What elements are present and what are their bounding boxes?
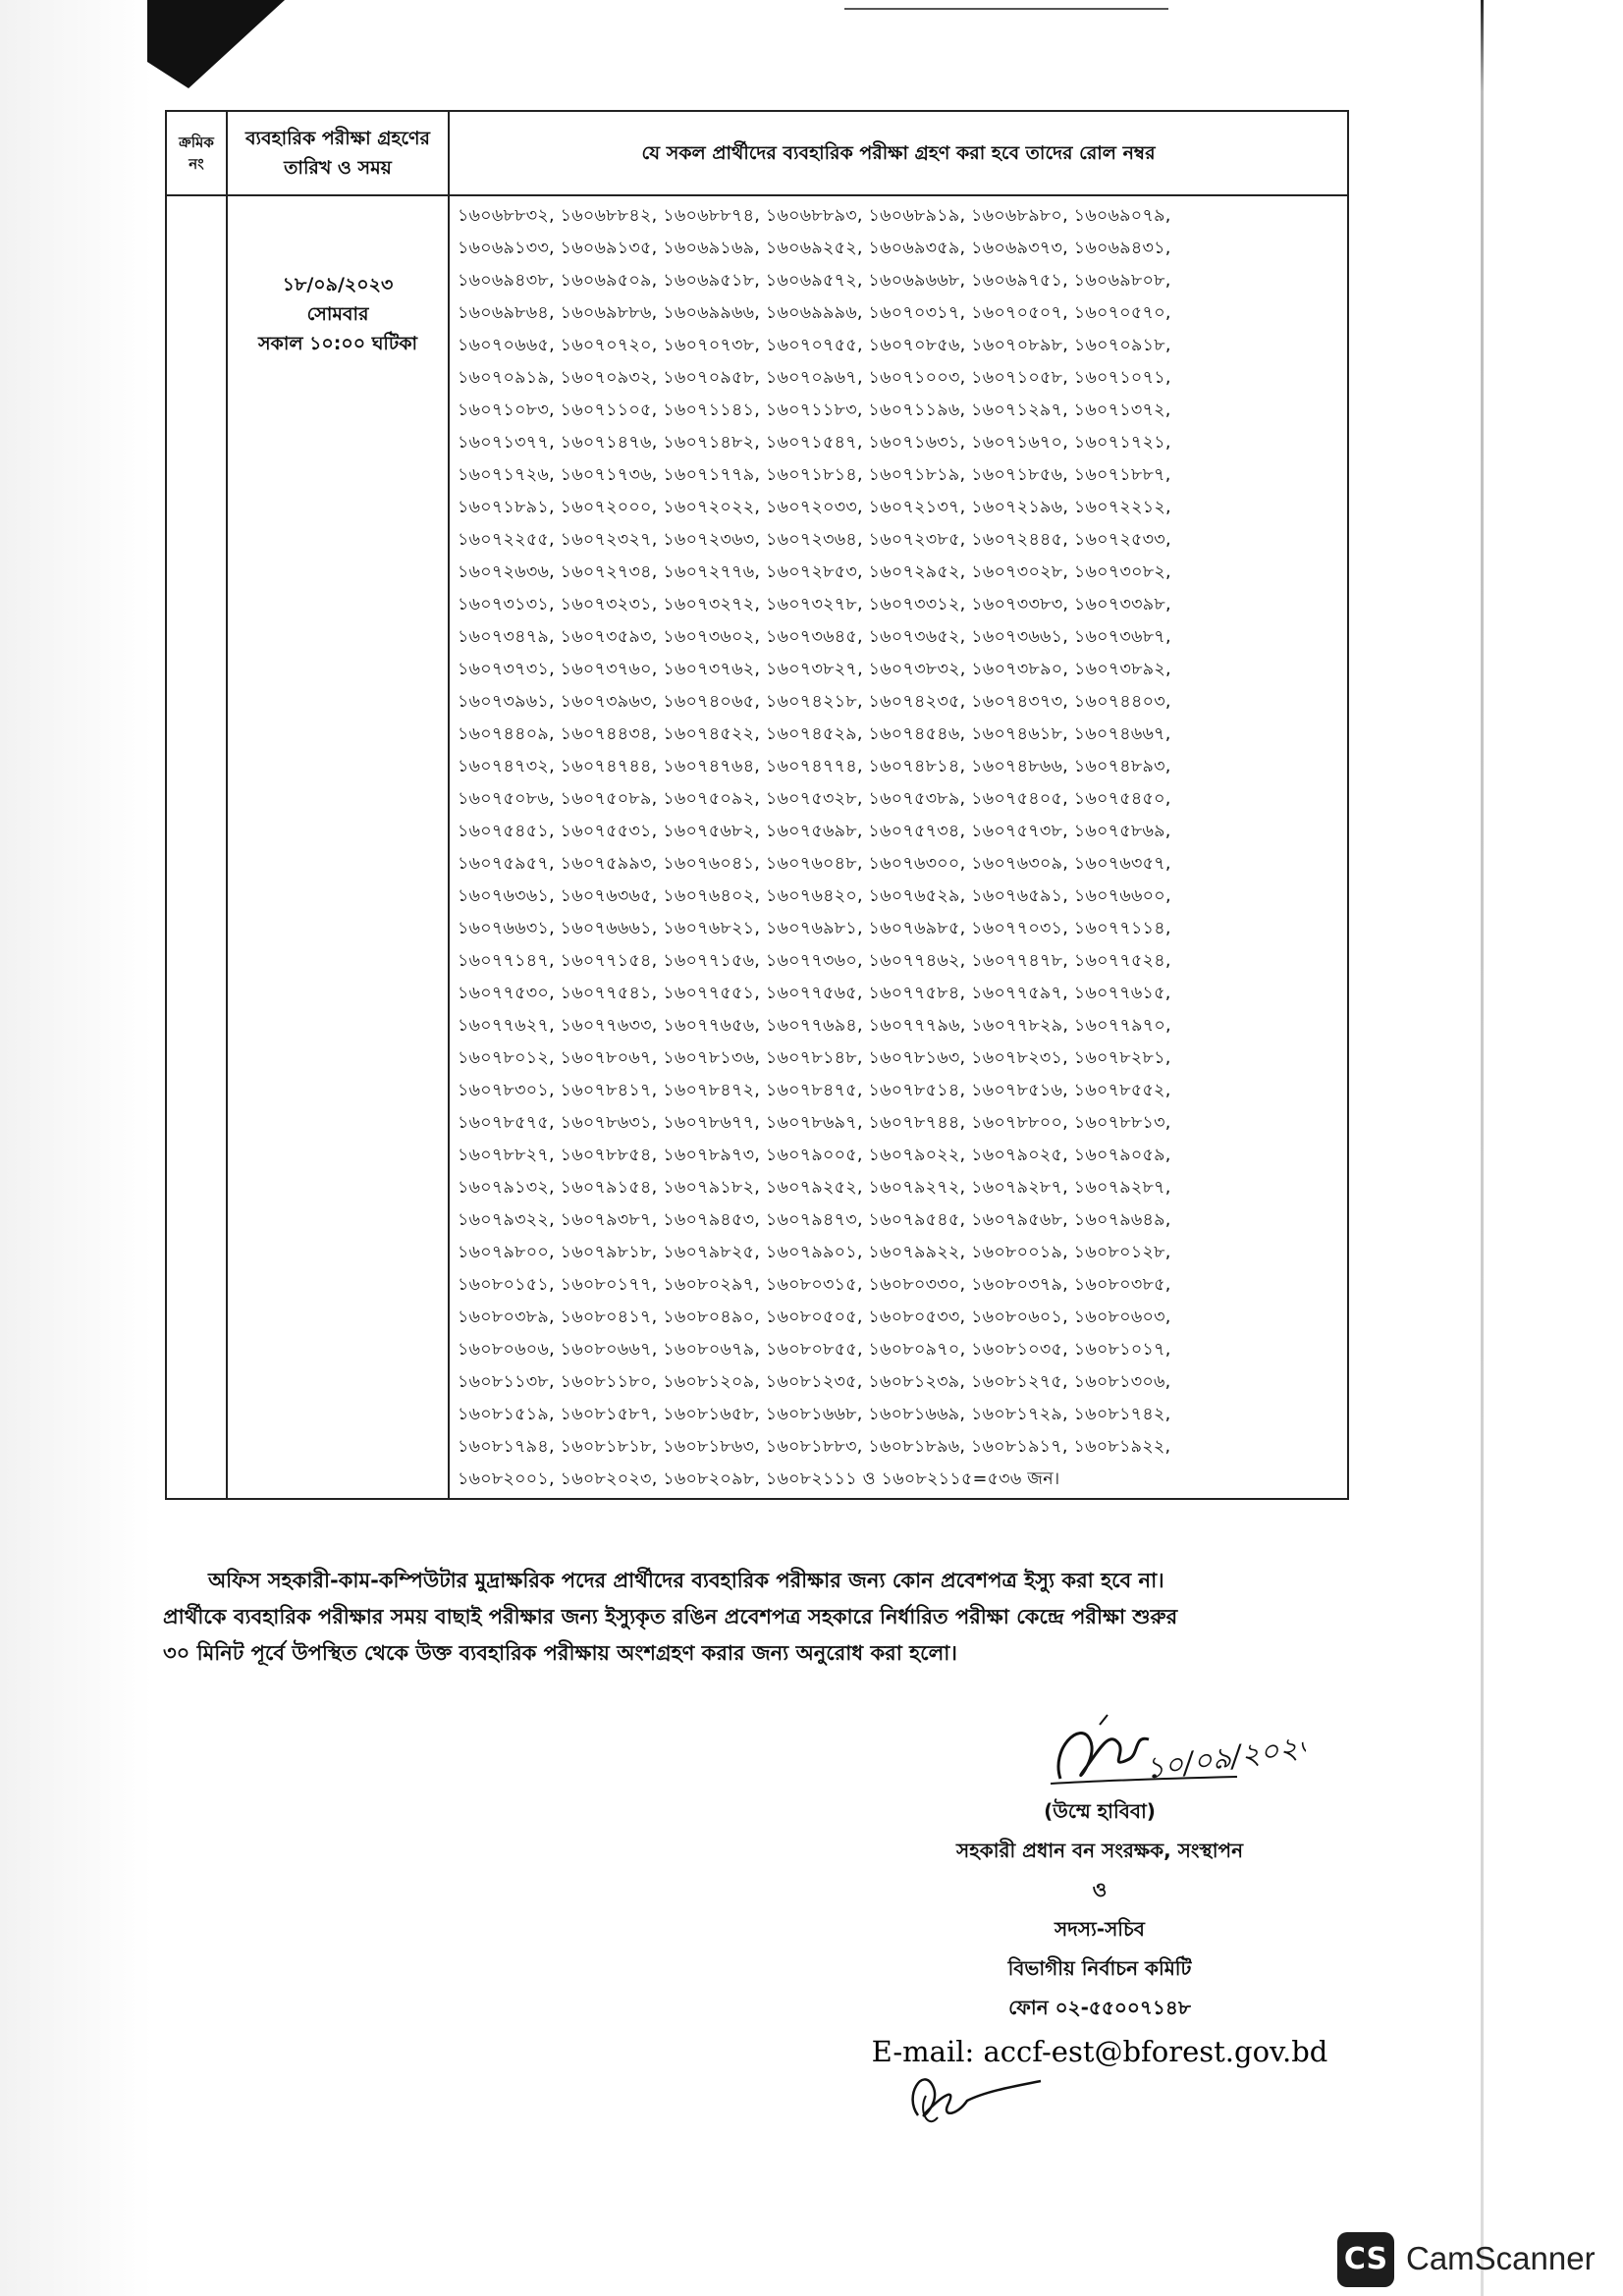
notice-line-1: অফিস সহকারী-কাম-কম্পিউটার মুদ্রাক্ষরিক পদের প্রার্থীদের ব্যবহারিক পরীক্ষার জন্য কোন প্রবেশপত্র ইস্যু করা হবে না। bbox=[208, 1569, 1164, 1592]
serial-cell bbox=[166, 195, 227, 1499]
roll-number-line: ১৬০৮০৩৮৯, ১৬০৮০৪১৭, ১৬০৮০৪৯০, ১৬০৮০৫০৫, ১৬০৮০৫৩৩, ১৬০৮০৬০১, ১৬০৮০৬০৩, bbox=[458, 1308, 1171, 1327]
table-header-row bbox=[166, 111, 1348, 195]
roll-number-line: ১৬০৭৮৩০১, ১৬০৭৮৪১৭, ১৬০৭৮৪৭২, ১৬০৭৮৪৭৫, ১৬০৭৮৫১৪, ১৬০৭৮৫১৬, ১৬০৭৮৫৫২, bbox=[458, 1081, 1171, 1100]
roll-number-line: ১৬০৮১৭৯৪, ১৬০৮১৮১৮, ১৬০৮১৮৬৩, ১৬০৮১৮৮৩, ১৬০৮১৮৯৬, ১৬০৮১৯১৭, ১৬০৮১৯২২, bbox=[458, 1437, 1171, 1457]
roll-number-line: ১৬০৭৩৯৬১, ১৬০৭৩৯৬৩, ১৬০৭৪০৬৫, ১৬০৭৪২১৮, ১৬০৭৪২৩৫, ১৬০৭৪৩৭৩, ১৬০৭৪৪০৩, bbox=[458, 692, 1171, 712]
roll-number-line: ১৬০৭৭৬২৭, ১৬০৭৭৬৩৩, ১৬০৭৭৬৫৬, ১৬০৭৭৬৯৪, ১৬০৭৭৭৯৬, ১৬০৭৭৮২৯, ১৬০৭৭৯৭০, bbox=[458, 1016, 1171, 1036]
roll-number-line: ১৬০৬৯১৩৩, ১৬০৬৯১৩৫, ১৬০৬৯১৬৯, ১৬০৬৯২৫২, ১৬০৬৯৩৫৯, ১৬০৬৯৩৭৩, ১৬০৬৯৪৩১, bbox=[458, 239, 1171, 258]
signature-block bbox=[844, 1791, 1355, 2076]
exam-day: সোমবার bbox=[306, 303, 369, 325]
roll-number-line: ১৬০৭৭১৪৭, ১৬০৭৭১৫৪, ১৬০৭৭১৫৬, ১৬০৭৭৩৬০, ১৬০৭৭৪৬২, ১৬০৭৭৪৭৮, ১৬০৭৭৫২৪, bbox=[458, 951, 1171, 971]
notice-line-2: প্রার্থীকে ব্যবহারিক পরীক্ষার সময় বাছাই পরীক্ষার জন্য ইস্যুকৃত রঙিন প্রবেশপত্র সহকারে নির্ধারিত পরীক্ষা কেন্দ্রে পরীক্ষা শুরুর bbox=[163, 1605, 1178, 1629]
serial-header: ক্রমিক নং bbox=[166, 111, 227, 195]
signatory-designation: সহকারী প্রধান বন সংরক্ষক, সংস্থাপন bbox=[955, 1839, 1244, 1862]
roll-number-line: ১৬০৭১৩৭৭, ১৬০৭১৪৭৬, ১৬০৭১৪৮২, ১৬০৭১৫৪৭, ১৬০৭১৬৩১, ১৬০৭১৬৭০, ১৬০৭১৭২১, bbox=[458, 433, 1171, 453]
roll-number-line: ১৬০৭৭৫৩০, ১৬০৭৭৫৪১, ১৬০৭৭৫৫১, ১৬০৭৭৫৬৫, ১৬০৭৭৫৮৪, ১৬০৭৭৫৯৭, ১৬০৭৭৬১৫, bbox=[458, 984, 1171, 1003]
roll-number-line: ১৬০৭৬৬৩১, ১৬০৭৬৬৬১, ১৬০৭৬৮২১, ১৬০৭৬৯৮১, ১৬০৭৬৯৮৫, ১৬০৭৭০৩১, ১৬০৭৭১১৪, bbox=[458, 919, 1171, 938]
roll-number-line: ১৬০৮২০০১, ১৬০৮২০২৩, ১৬০৮২০৯৮, ১৬০৮২১১১ ও ১৬০৮২১১৫=৫৩৬ জন। bbox=[458, 1469, 1060, 1489]
initials-scribble bbox=[898, 2056, 1046, 2139]
roll-number-table bbox=[165, 110, 1349, 1500]
roll-number-line: ১৬০৭০৬৬৫, ১৬০৭০৭২০, ১৬০৭০৭৩৮, ১৬০৭০৭৫৫, ১৬০৭০৮৫৬, ১৬০৭০৮৯৮, ১৬০৭০৯১৮, bbox=[458, 336, 1171, 355]
camscanner-brand: CamScanner bbox=[1406, 2240, 1596, 2276]
roll-number-line: ১৬০৭৪৭৩২, ১৬০৭৪৭৪৪, ১৬০৭৪৭৬৪, ১৬০৭৪৭৭৪, ১৬০৭৪৮১৪, ১৬০৭৪৮৬৬, ১৬০৭৪৮৯৩, bbox=[458, 757, 1171, 776]
roll-number-line: ১৬০৭৮৮২৭, ১৬০৭৮৮৫৪, ১৬০৭৮৯৭৩, ১৬০৭৯০০৫, ১৬০৭৯০২২, ১৬০৭৯০২৫, ১৬০৭৯০৫৯, bbox=[458, 1146, 1171, 1165]
date-time-header: ব্যবহারিক পরীক্ষা গ্রহণের তারিখ ও সময় bbox=[227, 111, 449, 195]
scan-right-edge bbox=[1481, 0, 1484, 2296]
scan-top-rule bbox=[844, 8, 1168, 10]
roll-number-line: ১৬০৭১৭২৬, ১৬০৭১৭৩৬, ১৬০৭১৭৭৯, ১৬০৭১৮১৪, ১৬০৭১৮১৯, ১৬০৭১৮৫৬, ১৬০৭১৮৮৭, bbox=[458, 465, 1171, 485]
signatory-role: সদস্য-সচিব bbox=[1055, 1917, 1145, 1941]
exam-date: ১৮/০৯/২০২৩ bbox=[282, 274, 394, 295]
roll-number-line: ১৬০৮০১৫১, ১৬০৮০১৭৭, ১৬০৮০২৯৭, ১৬০৮০৩১৫, ১৬০৮০৩৩০, ১৬০৮০৩৭৯, ১৬০৮০৩৮৫, bbox=[458, 1275, 1171, 1295]
roll-number-line: ১৬০৭৬৩৬১, ১৬০৭৬৩৬৫, ১৬০৭৬৪০২, ১৬০৭৬৪২০, ১৬০৭৬৫২৯, ১৬০৭৬৫৯১, ১৬০৭৬৬০০, bbox=[458, 886, 1171, 906]
roll-number-line: ১৬০৭৯৮০০, ১৬০৭৯৮১৮, ১৬০৭৯৮২৫, ১৬০৭৯৯০১, ১৬০৭৯৯২২, ১৬০৮০০১৯, ১৬০৮০১২৮, bbox=[458, 1243, 1171, 1262]
signatory-email: E-mail: accf-est@bforest.gov.bd bbox=[871, 2035, 1328, 2068]
roll-number-line: ১৬০৭৫৯৫৭, ১৬০৭৫৯৯৩, ১৬০৭৬০৪১, ১৬০৭৬০৪৮, ১৬০৭৬৩০০, ১৬০৭৬৩০৯, ১৬০৭৬৩৫৭, bbox=[458, 854, 1171, 874]
date-time-cell bbox=[227, 195, 449, 1499]
roll-number-line: ১৬০৬৯৮৬৪, ১৬০৬৯৮৮৬, ১৬০৬৯৯৬৬, ১৬০৬৯৯৯৬, ১৬০৭০৩১৭, ১৬০৭০৫০৭, ১৬০৭০৫৭০, bbox=[458, 303, 1171, 323]
roll-number-line: ১৬০৬৯৪৩৮, ১৬০৬৯৫০৯, ১৬০৬৯৫১৮, ১৬০৬৯৫৭২, ১৬০৬৯৬৬৮, ১৬০৬৯৭৫১, ১৬০৬৯৮০৮, bbox=[458, 271, 1171, 291]
roll-number-line: ১৬০৭৮০১২, ১৬০৭৮০৬৭, ১৬০৭৮১৩৬, ১৬০৭৮১৪৮, ১৬০৭৮১৬৩, ১৬০৭৮২৩১, ১৬০৭৮২৮১, bbox=[458, 1048, 1171, 1068]
roll-number-line: ১৬০৭৯৩২২, ১৬০৭৯৩৮৭, ১৬০৭৯৪৫৩, ১৬০৭৯৪৭৩, ১৬০৭৯৫৪৫, ১৬০৭৯৫৬৮, ১৬০৭৯৬৪৯, bbox=[458, 1210, 1171, 1230]
roll-number-line: ১৬০৮০৬০৬, ১৬০৮০৬৬৭, ১৬০৮০৬৭৯, ১৬০৮০৮৫৫, ১৬০৮০৯৭০, ১৬০৮১০৩৫, ১৬০৮১০১৭, bbox=[458, 1340, 1171, 1360]
signatory-name: (উম্মে হাবিবা) bbox=[1044, 1799, 1156, 1823]
signature-scribble bbox=[1041, 1710, 1306, 1802]
camscanner-logo-icon: CS bbox=[1337, 2232, 1394, 2287]
roll-number-line: ১৬০৭১৮৯১, ১৬০৭২০০০, ১৬০৭২০২২, ১৬০৭২০৩৩, ১৬০৭২১৩৭, ১৬০৭২১৯৬, ১৬০৭২২১২, bbox=[458, 498, 1171, 517]
roll-number-line: ১৬০৮১৫১৯, ১৬০৮১৫৮৭, ১৬০৮১৬৫৮, ১৬০৮১৬৬৮, ১৬০৮১৬৬৯, ১৬০৮১৭২৯, ১৬০৮১৭৪২, bbox=[458, 1405, 1171, 1424]
roll-number-line: ১৬০৭৩৪৭৯, ১৬০৭৩৫৯৩, ১৬০৭৩৬০২, ১৬০৭৩৬৪৫, ১৬০৭৩৬৫২, ১৬০৭৩৬৬১, ১৬০৭৩৬৮৭, bbox=[458, 627, 1171, 647]
roll-numbers-cell bbox=[449, 195, 1348, 1499]
exam-time: সকাল ১০:০০ ঘটিকা bbox=[257, 333, 418, 354]
roll-number-line: ১৬০৭৫৪৫১, ১৬০৭৫৫৩১, ১৬০৭৫৬৮২, ১৬০৭৫৬৯৮, ১৬০৭৫৭৩৪, ১৬০৭৫৭৩৮, ১৬০৭৫৮৬৯, bbox=[458, 822, 1171, 841]
roll-number-line: ১৬০৭৩৭৩১, ১৬০৭৩৭৬০, ১৬০৭৩৭৬২, ১৬০৭৩৮২৭, ১৬০৭৩৮৩২, ১৬০৭৩৮৯০, ১৬০৭৩৮৯২, bbox=[458, 660, 1171, 679]
signatory-committee: বিভাগীয় নির্বাচন কমিটি bbox=[1007, 1956, 1192, 1980]
signature-date: ১০/০৯/২০২৩ bbox=[1143, 1728, 1306, 1787]
roll-number-line: ১৬০৭৫০৮৬, ১৬০৭৫০৮৯, ১৬০৭৫০৯২, ১৬০৭৫৩২৮, ১৬০৭৫৩৮৯, ১৬০৭৫৪০৫, ১৬০৭৫৪৫০, bbox=[458, 789, 1171, 809]
roll-number-line: ১৬০৭৩১৩১, ১৬০৭৩২৩১, ১৬০৭৩২৭২, ১৬০৭৩২৭৮, ১৬০৭৩৩১২, ১৬০৭৩৩৮৩, ১৬০৭৩৩৯৮, bbox=[458, 595, 1171, 614]
roll-numbers-header: যে সকল প্রার্থীদের ব্যবহারিক পরীক্ষা গ্রহণ করা হবে তাদের রোল নম্বর bbox=[449, 111, 1348, 195]
scan-page-shadow bbox=[0, 0, 152, 2296]
roll-number-line: ১৬০৭৮৫৭৫, ১৬০৭৮৬৩১, ১৬০৭৮৬৭৭, ১৬০৭৮৬৯৭, ১৬০৭৮৭৪৪, ১৬০৭৮৮০০, ১৬০৭৮৮১৩, bbox=[458, 1113, 1171, 1133]
signatory-phone: ফোন ০২-৫৫০০৭১৪৮ bbox=[1008, 1996, 1191, 2019]
table-row bbox=[166, 195, 1348, 1499]
roll-number-line: ১৬০৭২৬৩৬, ১৬০৭২৭৩৪, ১৬০৭২৭৭৬, ১৬০৭২৮৫৩, ১৬০৭২৯৫২, ১৬০৭৩০২৮, ১৬০৭৩০৮২, bbox=[458, 562, 1171, 582]
roll-number-line: ১৬০৭৪৪০৯, ১৬০৭৪৪৩৪, ১৬০৭৪৫২২, ১৬০৭৪৫২৯, ১৬০৭৪৫৪৬, ১৬০৭৪৬১৮, ১৬০৭৪৬৬৭, bbox=[458, 724, 1171, 744]
roll-number-line: ১৬০৬৮৮৩২, ১৬০৬৮৮৪২, ১৬০৬৮৮৭৪, ১৬০৬৮৮৯৩, ১৬০৬৮৯১৯, ১৬০৬৮৯৮০, ১৬০৬৯০৭৯, bbox=[458, 206, 1171, 226]
roll-number-line: ১৬০৮১১৩৮, ১৬০৮১১৮০, ১৬০৮১২০৯, ১৬০৮১২৩৫, ১৬০৮১২৩৯, ১৬০৮১২৭৫, ১৬০৮১৩০৬, bbox=[458, 1372, 1171, 1392]
notice-paragraph bbox=[163, 1563, 1361, 1672]
roll-number-line: ১৬০৭০৯১৯, ১৬০৭০৯৩২, ১৬০৭০৯৫৮, ১৬০৭০৯৬৭, ১৬০৭১০০৩, ১৬০৭১০৫৮, ১৬০৭১০৭১, bbox=[458, 368, 1171, 388]
roll-number-line: ১৬০৭২২৫৫, ১৬০৭২৩২৭, ১৬০৭২৩৬৩, ১৬০৭২৩৬৪, ১৬০৭২৩৮৫, ১৬০৭২৪৪৫, ১৬০৭২৫৩৩, bbox=[458, 530, 1171, 550]
scan-corner-shadow bbox=[147, 0, 285, 88]
signatory-conjunction: ও bbox=[1092, 1878, 1108, 1901]
roll-number-line: ১৬০৭৯১৩২, ১৬০৭৯১৫৪, ১৬০৭৯১৮২, ১৬০৭৯২৫২, ১৬০৭৯২৭২, ১৬০৭৯২৮৭, ১৬০৭৯২৮৭, bbox=[458, 1178, 1171, 1198]
roll-number-line: ১৬০৭১০৮৩, ১৬০৭১১০৫, ১৬০৭১১৪১, ১৬০৭১১৮৩, ১৬০৭১১৯৬, ১৬০৭১২৯৭, ১৬০৭১৩৭২, bbox=[458, 400, 1171, 420]
notice-line-3: ৩০ মিনিট পূর্বে উপস্থিত থেকে উক্ত ব্যবহারিক পরীক্ষায় অংশগ্রহণ করার জন্য অনুরোধ করা হলো। bbox=[163, 1641, 957, 1665]
